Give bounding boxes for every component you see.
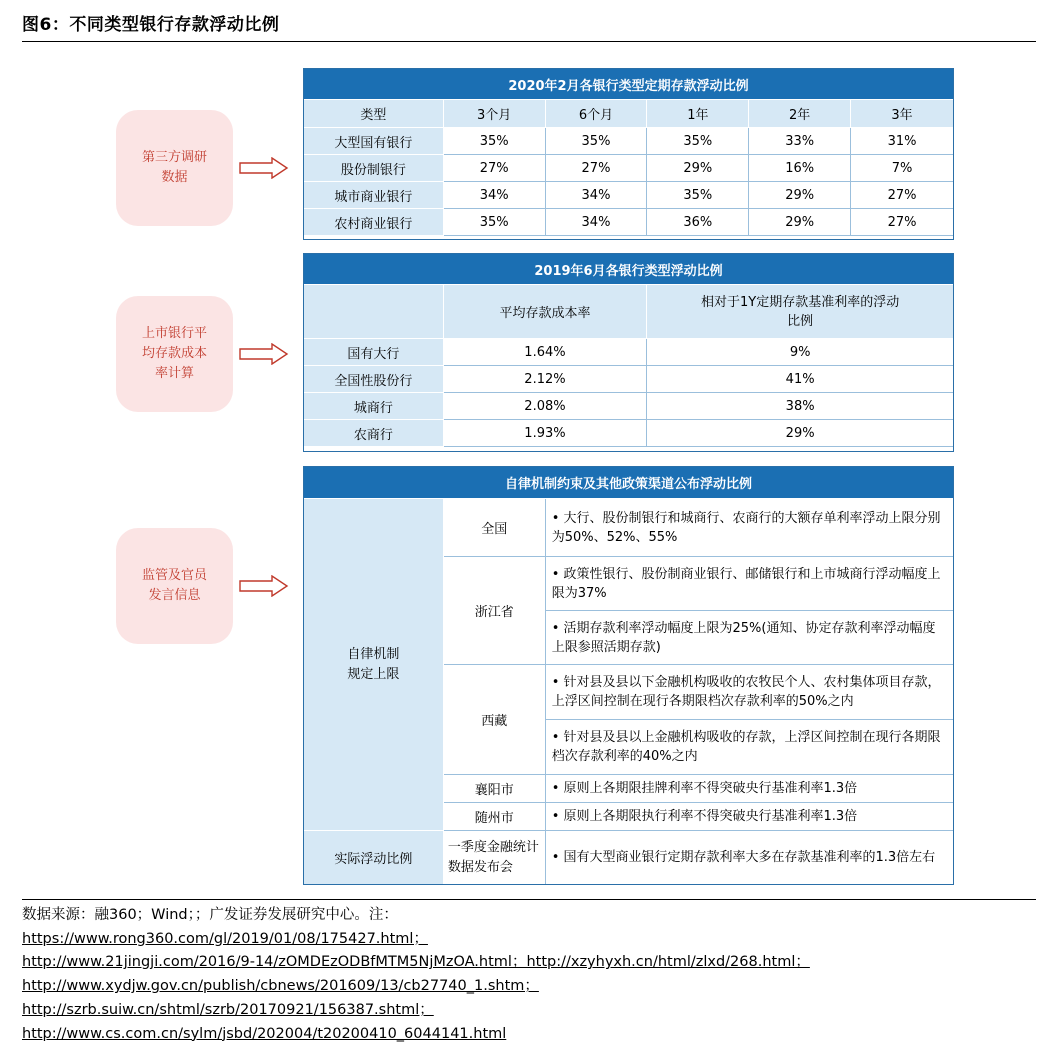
table-row: [304, 393, 954, 420]
source-link[interactable]: https://www.rong360.com/gl/2019/01/08/175427.html；: [22, 930, 428, 947]
group-label-text: 自律机制规定上限: [347, 646, 400, 682]
table-row: [304, 182, 954, 209]
cell-value: 35%: [545, 128, 647, 155]
group-label: 实际浮动比例: [304, 831, 444, 885]
source-prefix: 数据来源：融360；Wind；；广发证券发展研究中心。注：: [22, 907, 398, 923]
col-header: [647, 285, 954, 339]
pill-line: 均存款成本: [141, 346, 207, 361]
cell-value: 1.93%: [443, 420, 647, 447]
right-arrow-icon: [239, 157, 289, 179]
source-divider: [22, 899, 1036, 900]
table-title: 2020年2月各银行类型定期存款浮动比例: [304, 69, 954, 100]
table-row: [304, 155, 954, 182]
table-title: 自律机制约束及其他政策渠道公布浮动比例: [304, 467, 954, 499]
cell-value: 27%: [443, 155, 545, 182]
col-header: 类型: [304, 100, 444, 128]
region-cell: 浙江省: [443, 557, 545, 665]
col-header: 3个月: [443, 100, 545, 128]
table-row: [304, 831, 954, 885]
region-cell: 全国: [443, 499, 545, 557]
row-label: 股份制银行: [304, 155, 444, 182]
right-arrow-icon: [239, 575, 289, 597]
cell-value: 35%: [647, 128, 749, 155]
pill-line: 监管及官员: [141, 568, 207, 583]
table-2019-float-ratio: [303, 253, 954, 447]
cell-value: 35%: [647, 182, 749, 209]
row-label: 全国性股份行: [304, 366, 444, 393]
cell-value: 34%: [545, 182, 647, 209]
cell-value: 29%: [749, 209, 851, 236]
pill-line: 数据: [161, 170, 188, 185]
cell-value: 16%: [749, 155, 851, 182]
cell-value: 35%: [443, 209, 545, 236]
policy-cell: • 针对县及县以上金融机构吸收的存款，上浮区间控制在现行各期限档次存款利率的40%之内: [545, 720, 953, 775]
col-header: 1年: [647, 100, 749, 128]
page-title: 图6：不同类型银行存款浮动比例: [22, 15, 280, 35]
cell-value: 31%: [851, 128, 954, 155]
table-title: 2019年6月各银行类型浮动比例: [304, 254, 954, 285]
cell-value: 2.08%: [443, 393, 647, 420]
cell-value: 1.64%: [443, 339, 647, 366]
policy-cell: • 针对县及县以下金融机构吸收的农牧民个人、农村集体项目存款，上浮区间控制在现行各期限档次存款利率的50%之内: [545, 665, 953, 720]
table-row: [304, 420, 954, 447]
cell-value: 41%: [647, 366, 954, 393]
cell-value: 27%: [851, 209, 954, 236]
table-2020-fixed-deposit: [303, 68, 954, 236]
table-row: [304, 209, 954, 236]
pill-regulator-info: [116, 528, 233, 644]
row-label: 农商行: [304, 420, 444, 447]
cell-value: 29%: [647, 155, 749, 182]
source-link[interactable]: http://www.xydjw.gov.cn/publish/cbnews/201609/13/cb27740_1.shtm；: [22, 978, 539, 995]
table-row: [304, 499, 954, 557]
table-row: [304, 128, 954, 155]
row-label: 城商行: [304, 393, 444, 420]
cell-value: 35%: [443, 128, 545, 155]
cell-value: 36%: [647, 209, 749, 236]
col-header: 6个月: [545, 100, 647, 128]
cell-value: 2.12%: [443, 366, 647, 393]
col-header: 平均存款成本率: [443, 285, 647, 339]
table-self-regulation: [303, 466, 954, 885]
policy-cell: • 大行、股份制银行和城商行、农商行的大额存单利率浮动上限分别为50%、52%、55%: [545, 499, 953, 557]
pill-line: 第三方调研: [141, 150, 207, 165]
policy-cell: • 原则上各期限挂牌利率不得突破央行基准利率1.3倍: [545, 775, 953, 803]
row-label: 城市商业银行: [304, 182, 444, 209]
row-label: 大型国有银行: [304, 128, 444, 155]
cell-value: 34%: [443, 182, 545, 209]
cell-value: 27%: [851, 182, 954, 209]
source-link[interactable]: http://www.21jingji.com/2016/9-14/zOMDEzODBfMTM5NjMzOA.html；http://xzyhyxh.cn/html/zlxd/268.html；: [22, 954, 810, 971]
policy-cell: • 活期存款利率浮动幅度上限为25%(通知、协定存款利率浮动幅度上限参照活期存款): [545, 611, 953, 665]
table-row: [304, 366, 954, 393]
col-header: 2年: [749, 100, 851, 128]
col-header-text: 相对于1Y定期存款基准利率的浮动比例: [701, 294, 900, 329]
cell-value: 34%: [545, 209, 647, 236]
pill-line: 上市银行平: [141, 326, 207, 341]
row-label: 农村商业银行: [304, 209, 444, 236]
cell-value: 33%: [749, 128, 851, 155]
source-link[interactable]: http://www.cs.com.cn/sylm/jsbd/202004/t20200410_6044141.html: [22, 1025, 507, 1042]
pill-listed-bank-calc: [116, 296, 233, 412]
pill-line: 率计算: [154, 366, 194, 381]
policy-cell: • 政策性银行、股份制商业银行、邮储银行和上市城商行浮动幅度上限为37%: [545, 557, 953, 611]
policy-cell: • 原则上各期限执行利率不得突破央行基准利率1.3倍: [545, 803, 953, 831]
region-cell: 西藏: [443, 665, 545, 775]
title-divider: [22, 41, 1036, 42]
source-link[interactable]: http://szrb.suiw.cn/shtml/szrb/20170921/156387.shtml；: [22, 1001, 434, 1018]
source-notes: [22, 904, 810, 1046]
cell-value: 38%: [647, 393, 954, 420]
col-header: 3年: [851, 100, 954, 128]
cell-value: 29%: [749, 182, 851, 209]
pill-line: 发言信息: [148, 588, 201, 603]
cell-value: 9%: [647, 339, 954, 366]
table-row: [304, 339, 954, 366]
region-cell: [443, 831, 545, 885]
pill-survey-data: [116, 110, 233, 226]
group-label: [304, 499, 444, 831]
cell-value: 7%: [851, 155, 954, 182]
cell-value: 27%: [545, 155, 647, 182]
region-cell: 襄阳市: [443, 775, 545, 803]
right-arrow-icon: [239, 343, 289, 365]
region-cell: 随州市: [443, 803, 545, 831]
row-label: 国有大行: [304, 339, 444, 366]
col-header: [304, 285, 444, 339]
policy-cell: • 国有大型商业银行定期存款利率大多在存款基准利率的1.3倍左右: [545, 831, 953, 885]
source-text: 一季度金融统计数据发布会: [447, 839, 539, 875]
cell-value: 29%: [647, 420, 954, 447]
